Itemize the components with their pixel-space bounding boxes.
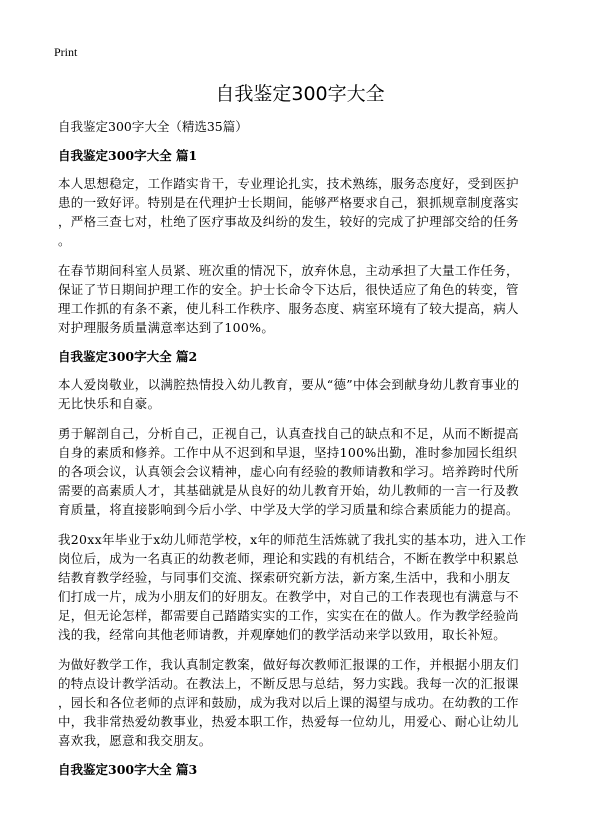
section-2-paragraph-3: 我20xx年毕业于x幼儿师范学校，x年的师范生活炼就了我扎实的基本功，进入工作 岗位后，成为一名真正的幼教老师，理论和实践的有机结合，不断在教学中积累总 结教育教学经验，与同事们交流、探索研究新方法，新方案,生活中，我和小朋友 们打成一片，成为小朋友们的好朋友。在教学中，对自己的工作表现也有满意与不 足，但无论怎样，都需要自己踏踏实实的工作，实实在在的做人。作为教学经验尚 浅的我，经常向其他老师请教，并观摩她们的教学活动来学以致用，取长补短。: [58, 532, 527, 642]
section-2-paragraph-4: 为做好教学工作，我认真制定教案，做好每次教师汇报课的工作，并根据小朋友们 的特点设计教学活动。在教法上，不断反思与总结，努力实践。我每一次的汇报课 ，园长和各位老师的点评和鼓励，成为我对以后上课的渴望与成功。在幼教的工作 中，我非常热爱幼教事业，热爱本职工作，热爱每一位幼儿，用爱心、耐心让幼儿 喜欢我，愿意和我交朋友。: [58, 657, 519, 748]
section-1-paragraph-2: 在春节期间科室人员紧、班次重的情况下，放弃休息，主动承担了大量工作任务， 保证了节日期间护理工作的安全。护士长命令下达后，很快适应了角色的转变，管 理工作抓的有条不紊，使儿科工作秩序、服务态度、病室环境有了较大提高，病人 对护理服务质量满意率达到了100%。: [58, 263, 519, 335]
print-link[interactable]: Print: [54, 45, 78, 59]
document-subtitle: 自我鉴定300字大全（精选35篇）: [58, 119, 248, 134]
section-heading-1: 自我鉴定300字大全 篇1: [58, 148, 198, 163]
section-1-paragraph-1: 本人思想稳定，工作踏实肯干，专业理论扎实，技术熟练，服务态度好，受到医护 患的一致好评。特别是在代理护士长期间，能够严格要求自己，狠抓规章制度落实 ，严格三查七对，杜绝了医疗事故及纠纷的发生，较好的完成了护理部交给的任务 。: [58, 176, 519, 248]
section-2-paragraph-2: 勇于解剖自己，分析自己，正视自己，认真查找自己的缺点和不足，从而不断提高 自身的素质和修养。工作中从不迟到和早退，坚持100%出勤，准时参加园长组织 的各项会议，认真领会会议精神，虚心向有经验的教师请教和学习。培养跨时代所 需要的高素质人才，其基础就是从良好的幼儿教育开始，幼儿教师的一言一行及教 育质量，将直接影响到今后小学、中学及大学的学习质量和综合素质能力的提高。: [58, 426, 519, 517]
page-title: 自我鉴定300字大全: [215, 83, 385, 105]
section-heading-2: 自我鉴定300字大全 篇2: [58, 349, 198, 364]
section-2-paragraph-1: 本人爱岗敬业，以满腔热情投入幼儿教育，要从“德”中体会到献身幼儿教育事业的 无比快乐和自豪。: [58, 377, 520, 411]
section-heading-3: 自我鉴定300字大全 篇3: [58, 762, 198, 777]
